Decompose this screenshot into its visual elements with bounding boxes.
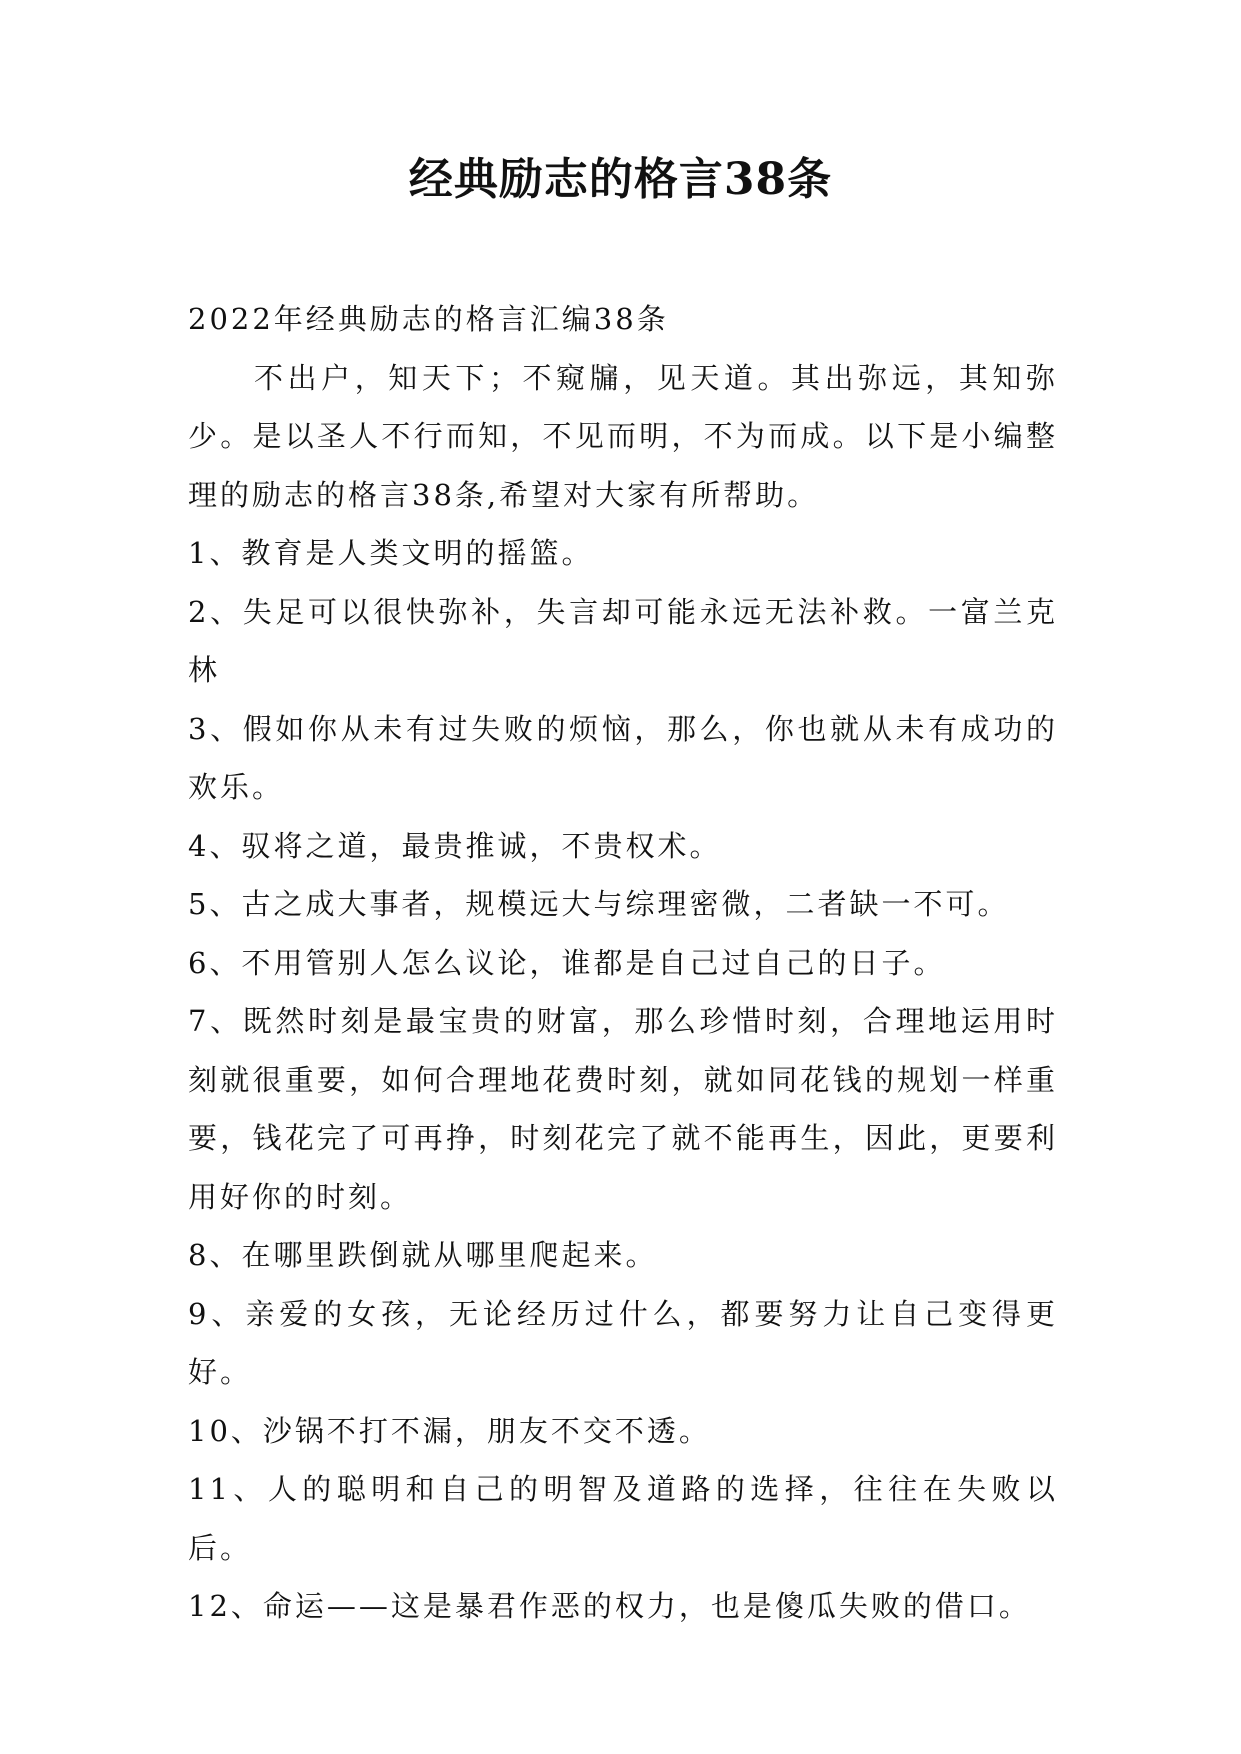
list-item: 12、命运——这是暴君作恶的权力，也是傻瓜失败的借口。 <box>188 1589 1031 1623</box>
document-subtitle: 2022年经典励志的格言汇编38条 <box>188 302 669 336</box>
list-item: 5、古之成大事者，规模远大与综理密微，二者缺一不可。 <box>188 887 1010 921</box>
list-item: 1、教育是人类文明的摇篮。 <box>188 536 594 570</box>
list-item: 9、亲爱的女孩，无论经历过什么，都要努力让自己变得更好。 <box>188 1296 1058 1389</box>
list-item: 2、失足可以很快弥补，失言却可能永远无法补救。一富兰克林 <box>188 594 1058 687</box>
list-item: 8、在哪里跌倒就从哪里爬起来。 <box>188 1238 658 1272</box>
list-item: 10、沙锅不打不漏，朋友不交不透。 <box>188 1413 711 1448</box>
intro-paragraph: 不出户，知天下；不窥牖，见天道。其出弥远，其知弥少。是以圣人不行而知，不见而明，不为而成。以下是小编整理的励志的格言38条,希望对大家有所帮助。 <box>188 360 1058 512</box>
list-item: 11、人的聪明和自己的明智及道路的选择，往往在失败以后。 <box>188 1472 1058 1565</box>
list-item: 6、不用管别人怎么议论，谁都是自己过自己的日子。 <box>188 945 946 980</box>
document-title: 经典励志的格言38条 <box>408 154 833 205</box>
document-body <box>188 290 1058 1636</box>
list-item: 7、既然时刻是最宝贵的财富，那么珍惜时刻，合理地运用时刻就很重要，如何合理地花费时刻，就如同花钱的规划一样重要，钱花完了可再挣，时刻花完了就不能再生，因此，更要利用好你的时刻。 <box>188 1004 1058 1214</box>
list-item: 4、驭将之道，最贵推诚，不贵权术。 <box>188 828 722 863</box>
list-item: 3、假如你从未有过失败的烦恼，那么，你也就从未有成功的欢乐。 <box>188 711 1058 804</box>
